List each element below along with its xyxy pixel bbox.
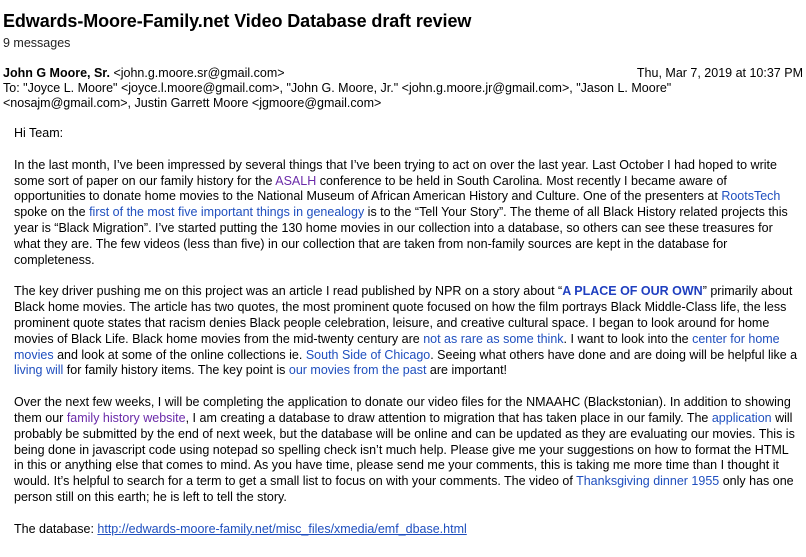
paragraph-1 (14, 158, 799, 269)
sender-email: <john.g.moore.sr@gmail.com> (113, 66, 285, 80)
greeting: Hi Team: (14, 126, 64, 140)
living-will-link[interactable]: living will (14, 363, 64, 378)
south-side-link[interactable]: South Side of Chicago (305, 347, 431, 362)
p2-text-4: and look at some of the online collections ie. (53, 347, 306, 362)
movies-past-link[interactable]: our movies from the past (288, 363, 427, 378)
p3-text-3: will probably be submitted by the end of next week, but the database will be online and can be updated as they are evaluating our movies. This is being done in javascript code using notepad so spelling check isn’t much help. Please give me your suggestions on how to format the HTML in this or anything else that comes to mind. As you have time, please send me your comments, this is taking me more time than I thought it would. It’s helpful to search for a term to get a small list to focus on with your comments. The video of (14, 410, 795, 489)
p1-text-3: spoke on the (14, 205, 90, 220)
thanksgiving-link[interactable]: Thanksgiving dinner 1955 (576, 474, 720, 489)
email-subject: Edwards-Moore-Family.net Video Database draft review (3, 11, 472, 31)
family-website-link[interactable]: family history website (66, 410, 186, 425)
rootstech-link[interactable]: RootsTech (721, 189, 781, 204)
paragraph-4 (14, 522, 799, 538)
p1-text-4: is to the “Tell Your Story”. The theme of all Black History related projects this year is “Black Migration”. I’ve started putting the 130 home movies in our collection into a database, so others can see these treasures for what they are. The few videos (less than five) in our collection that are taken from non-family sources are kept in the database for completeness. (14, 205, 788, 267)
message-count: 9 messages (3, 36, 71, 50)
center-home-movies-link[interactable]: center for home movies (14, 331, 780, 362)
p2-text-5: . Seeing what others have done and are doing will be helpful like a (430, 347, 798, 362)
five-things-link[interactable]: first of the most five important things in genealogy (89, 205, 365, 220)
recipients-line: To: "Joyce L. Moore" <joyce.l.moore@gmail.com>, "John G. Moore, Jr." <john.g.moore.jr@gmail.com>, "Jason L. Moore" <nosajm@gmail.com>, Justin Garrett Moore <jgmoore@gmail.com> (3, 81, 672, 110)
p2-text-3: . I want to look into the (563, 331, 693, 346)
email-body (14, 126, 799, 554)
database-url-link[interactable]: http://edwards-moore-family.net/misc_files/xmedia/emf_dbase.html (97, 521, 467, 536)
p2-text-1: The key driver pushing me on this project was an article I read published by NPR on a story about “ (14, 284, 563, 299)
application-link[interactable]: application (711, 410, 772, 425)
sender-name: John G Moore, Sr. (3, 66, 110, 80)
p2-text-6: for family history items. The key point is (63, 363, 289, 378)
paragraph-2 (14, 284, 799, 379)
p2-text-2: ” primarily about Black home movies. The article has two quotes, the most prominent quote focused on how the film portrays Black Middle-Class life, the less prominent quote states that racism denies Black people celebration, leisure, and creative cultural space. I began to look around for home movies of Black Life. Black home movies from the mid-twenty century are (14, 284, 793, 346)
paragraph-3 (14, 395, 799, 506)
p2-text-7: are important! (426, 363, 508, 378)
p1-text-2: conference to be held in South Carolina. Most recently I became aware of opportunities to donate home movies to the National Museum of African American History and Culture. One of the presenters at (14, 173, 727, 204)
p1-text-1: In the last month, I’ve been impressed by several things that I’ve been trying to act on over the last year. Last October I had hoped to write some sort of paper on our family history for the (14, 157, 777, 188)
place-of-our-own-link[interactable]: A PLACE OF OUR OWN (562, 284, 703, 299)
email-date: Thu, Mar 7, 2019 at 10:37 PM (636, 66, 803, 80)
database-label: The database: (14, 521, 98, 536)
not-as-rare-link[interactable]: not as rare as some think (423, 331, 564, 346)
asalh-link[interactable]: ASALH (275, 173, 317, 188)
p3-text-1: Over the next few weeks, I will be completing the application to donate our video files for the NMAAHC (Blackstonian). In addition to showing them our (14, 395, 791, 425)
p3-text-4: only has one person still on this earth; he is left to tell the story. (14, 474, 794, 504)
p3-text-2: , I am creating a database to draw attention to migration that has taken place in our family. The (185, 410, 712, 425)
